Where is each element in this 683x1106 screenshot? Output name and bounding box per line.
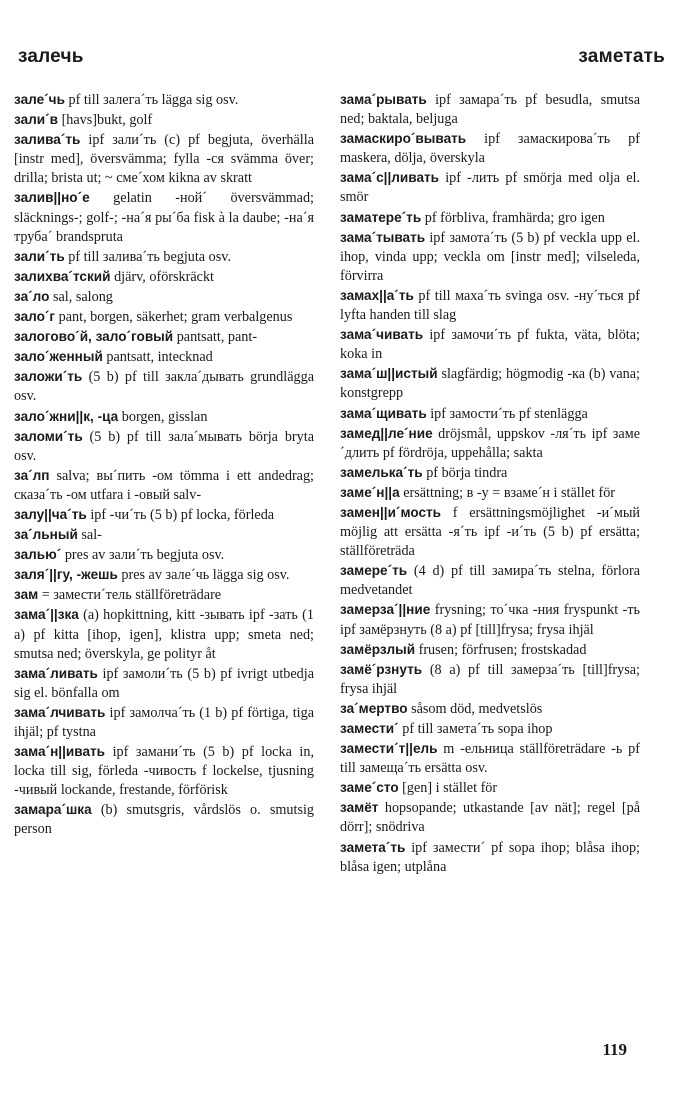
- entry-definition: ipf замолча´ть (1 b) pf förtiga, tiga ihjäl; pf tystna: [14, 704, 314, 740]
- entry-headword: зама´||зка: [14, 607, 79, 623]
- entry-definition: [havs]bukt, golf: [58, 112, 153, 129]
- entry-definition: sal-: [77, 527, 102, 544]
- entry-headword: залихва´тский: [14, 268, 111, 284]
- dictionary-entry: [340, 90, 640, 129]
- dictionary-entry: [340, 838, 640, 877]
- entry-headword: залу||ча´ть: [14, 506, 87, 522]
- entry-definition: ipf замочи´ть pf fukta, väta, blöta; koka in: [340, 327, 640, 363]
- dictionary-entry: [14, 703, 314, 742]
- dictionary-entry: [14, 347, 314, 367]
- entry-headword: замести´т||ель: [340, 741, 438, 757]
- entry-definition: hopsopande; utkastande [av nät]; regel [på dörr]; snödriva: [340, 800, 640, 836]
- entry-definition: såsom död, medvetslös: [407, 700, 543, 717]
- dictionary-entry: [340, 483, 640, 503]
- left-column: [14, 90, 314, 840]
- entry-definition: pf förbliva, framhärda; gro igen: [421, 209, 605, 226]
- entry-definition: pantsatt, pant-: [173, 329, 258, 346]
- entry-headword: залью´: [14, 547, 62, 563]
- entry-definition: [gen] i stället för: [398, 780, 498, 797]
- dictionary-entry: [340, 640, 640, 660]
- entry-headword: замёт: [340, 800, 379, 816]
- page-number: 119: [602, 1040, 627, 1059]
- entry-definition: pf till маха´ть svinga osv. -ну´ться pf lyfta handen till slag: [340, 287, 640, 324]
- dictionary-entry: [14, 247, 314, 267]
- dictionary-entry: [340, 228, 640, 286]
- dictionary-entry: [14, 188, 314, 246]
- entry-definition: f ersättningsmöjlighet -и´мый möjlig att ersätta -я´ть ipf -и´ть (5 b) pf ersätta; ställföreträda: [340, 504, 640, 560]
- entry-definition: (5 b) pf till зала´мывать börja bryta osv.: [14, 428, 314, 464]
- entry-headword: заломи´ть: [14, 428, 83, 444]
- entry-headword: зама´ливать: [14, 665, 98, 681]
- entry-headword: зама´тывать: [340, 229, 426, 245]
- entry-definition: ipf замоли´ть (5 b) pf ivrigt utbedja sig el. bönfalla om: [14, 665, 314, 701]
- entry-definition: gelatin -ной´ översvämmad; släcknings-; golf-; -на´я ры´ба fisk à la daube; -на´я труба´ brandspruta: [14, 190, 314, 245]
- entry-headword: зама´н||ивать: [14, 744, 106, 760]
- dictionary-entry: [340, 364, 640, 403]
- entry-definition: ipf замости´ть pf stenlägga: [426, 405, 588, 422]
- dictionary-entry: [340, 719, 640, 739]
- entry-headword: зам: [14, 587, 39, 603]
- entry-definition: ipf замота´ть (5 b) pf veckla upp el. ihop, vinda upp; veckla om [instr med]; vilseleda, förvirra: [340, 229, 640, 284]
- dictionary-entry: [14, 565, 314, 585]
- entry-headword: зама´ш||истый: [340, 366, 438, 382]
- entry-definition: (5 b) pf till закла´дывать grundlägga osv.: [14, 369, 314, 405]
- entry-headword: замаскиро´вывать: [340, 131, 467, 147]
- entry-definition: borgen, gisslan: [118, 408, 208, 425]
- dictionary-entry: [14, 505, 314, 525]
- entry-headword: замерза´||ние: [340, 602, 431, 618]
- dictionary-entry: [14, 367, 314, 406]
- entry-definition: dröjsmål, uppskov -ля´ть ipf заме´длить pf fördröja, uppehålla; sakta: [340, 425, 640, 461]
- dictionary-entry: [14, 267, 314, 287]
- entry-headword: замё´рзнуть: [340, 661, 423, 677]
- entry-headword: замен||и´мость: [340, 504, 442, 520]
- entry-headword: зама´лчивать: [14, 704, 106, 720]
- entry-headword: за´ло: [14, 288, 50, 304]
- dictionary-entry: [340, 404, 640, 424]
- entry-definition: sal, salong: [49, 288, 113, 305]
- entry-headword: замах||а´ть: [340, 287, 414, 303]
- dictionary-entry: [340, 778, 640, 798]
- entry-headword: зало´жни||к, -ца: [14, 408, 119, 424]
- entry-headword: зало´г: [14, 309, 56, 325]
- entry-definition: (4 d) pf till замира´ть stelna, förlora medvetandet: [340, 563, 640, 599]
- dictionary-entry: [340, 208, 640, 228]
- dictionary-entry: [340, 168, 640, 207]
- entry-definition: salva; вы´пить -ом tömma i ett andedrag; сказа´ть -ом utfara i -овый salv-: [14, 467, 314, 503]
- entry-headword: заматере´ть: [340, 209, 422, 225]
- entry-headword: замара´шка: [14, 802, 92, 818]
- dictionary-entry: [340, 286, 640, 325]
- entry-headword: заля´||гу, -жешь: [14, 567, 118, 583]
- entry-definition: pf börja tindra: [422, 464, 508, 481]
- dictionary-entry: [14, 585, 314, 605]
- entry-headword: замелька´ть: [340, 464, 423, 480]
- entry-definition: djärv, oförskräckt: [110, 268, 214, 285]
- dictionary-entry: [14, 545, 314, 565]
- dictionary-entry: [14, 427, 314, 466]
- entry-headword: замета´ть: [340, 839, 406, 855]
- header-first-word: залечь: [18, 46, 84, 67]
- entry-headword: замере´ть: [340, 563, 408, 579]
- entry-headword: зали´ть: [14, 248, 65, 264]
- dictionary-entry: [340, 660, 640, 699]
- dictionary-entry: [340, 463, 640, 483]
- right-column: [340, 90, 640, 877]
- entry-definition: pantsatt, intecknad: [102, 349, 213, 366]
- entry-headword: зама´с||ливать: [340, 170, 440, 186]
- entry-headword: зама´рывать: [340, 92, 427, 107]
- entry-definition: (b) smutsgris, vårdslös o. smutsig person: [14, 802, 314, 838]
- dictionary-entry: [14, 407, 314, 427]
- dictionary-entry: [340, 798, 640, 837]
- dictionary-entry: [340, 600, 640, 639]
- dictionary-entry: [14, 130, 314, 188]
- entry-definition: frysning; то´чка -ния fryspunkt -ть ipf замёрзнуть (8 a) pf [till]frysa; frysa ihjäl: [340, 602, 640, 638]
- dictionary-entry: [14, 307, 314, 327]
- dictionary-entry: [14, 525, 314, 545]
- entry-headword: залива´ть: [14, 132, 81, 148]
- dictionary-entry: [14, 605, 314, 663]
- entry-definition: pf till залега´ть lägga sig osv.: [64, 92, 239, 108]
- entry-headword: за´лп: [14, 467, 50, 483]
- header-last-word: заметать: [578, 46, 665, 67]
- entry-headword: за´мертво: [340, 700, 408, 716]
- dictionary-entry: [14, 90, 314, 110]
- entry-definition: pf till замета´ть sopa ihop: [398, 721, 553, 737]
- entry-definition: ersättning; в -у = взаме´н i stället för: [399, 484, 616, 501]
- entry-definition: ipf замести´ pf sopa ihop; blåsa ihop; blåsa igen; utplåna: [340, 839, 640, 875]
- entry-headword: за´льный: [14, 527, 78, 543]
- entry-definition: pf till залива´ть begjuta osv.: [64, 248, 231, 265]
- entry-definition: pres av зале´чь lägga sig osv.: [117, 567, 290, 584]
- entry-headword: залив||но´е: [14, 190, 90, 206]
- entry-definition: ipf замани´ть (5 b) pf locka in, locka till sig, förleda -чивость f lockelse, tjusning -чивый lockande, frestande, förförisk: [14, 744, 314, 799]
- entry-definition: m -ельница ställföreträdare -ь pf till замеща´ть ersätta osv.: [340, 741, 640, 777]
- dictionary-entry: [14, 466, 314, 505]
- dictionary-entry: [340, 561, 640, 600]
- entry-definition: pant, borgen, säkerhet; gram verbalgenus: [55, 309, 293, 326]
- entry-headword: зале´чь: [14, 92, 65, 107]
- entry-headword: замед||ле´ние: [340, 425, 433, 441]
- entry-headword: заме´н||а: [340, 484, 400, 500]
- entry-headword: замести´: [340, 721, 399, 736]
- dictionary-entry: [340, 699, 640, 719]
- dictionary-entry: [340, 129, 640, 168]
- entry-definition: pres av зали´ть begjuta osv.: [61, 547, 225, 564]
- running-header: [18, 46, 665, 80]
- entry-headword: зало´женный: [14, 349, 103, 365]
- entry-definition: ipf замара´ть pf besudla, smutsa ned; baktala, beljuga: [340, 92, 640, 128]
- entry-headword: замёрзлый: [340, 641, 416, 657]
- dictionary-entry: [14, 800, 314, 839]
- entry-definition: ipf -чи´ть (5 b) pf locka, förleda: [86, 506, 275, 523]
- entry-definition: = замести´тель ställföreträdare: [38, 587, 222, 604]
- entry-headword: зали´в: [14, 112, 59, 128]
- entry-definition: ipf замаскирова´ть pf maskera, dölja, överskyla: [340, 131, 640, 167]
- entry-definition: slagfärdig; högmodig -ка (b) vana; konstgrepp: [340, 366, 640, 402]
- dictionary-entry: [14, 287, 314, 307]
- entry-headword: зама´щивать: [340, 405, 427, 421]
- dictionary-entry: [14, 327, 314, 347]
- entry-definition: ipf -лить pf smörja med olja el. smör: [340, 170, 640, 206]
- dictionary-entry: [14, 110, 314, 130]
- entry-definition: (a) hopkittning, kitt -зывать ipf -зать (1 a) pf kitta [ihop, igen], klistra upp; smeta ned; smutsa ned; överskyla, ge polityr åt: [14, 607, 314, 662]
- entry-headword: залогово´й, зало´говый: [14, 329, 174, 345]
- dictionary-entry: [340, 739, 640, 778]
- entry-definition: frusen; förfrusen; frostskadad: [415, 641, 587, 658]
- dictionary-entry: [14, 742, 314, 800]
- dictionary-entry: [340, 503, 640, 561]
- entry-definition: (8 a) pf till замерза´ть [till]frysa; frysa ihjäl: [340, 661, 640, 697]
- dictionary-entry: [340, 424, 640, 463]
- dictionary-entry: [340, 325, 640, 364]
- entry-definition: ipf зали´ть (c) pf begjuta, överhälla [instr med], översvämma; fylla -ся svämma över; drilla; brista ut; ~ сме´хом kikna av skratt: [14, 132, 314, 187]
- entry-headword: заложи´ть: [14, 369, 83, 385]
- entry-headword: заме´сто: [340, 780, 399, 796]
- entry-headword: зама´чивать: [340, 327, 424, 343]
- dictionary-entry: [14, 664, 314, 703]
